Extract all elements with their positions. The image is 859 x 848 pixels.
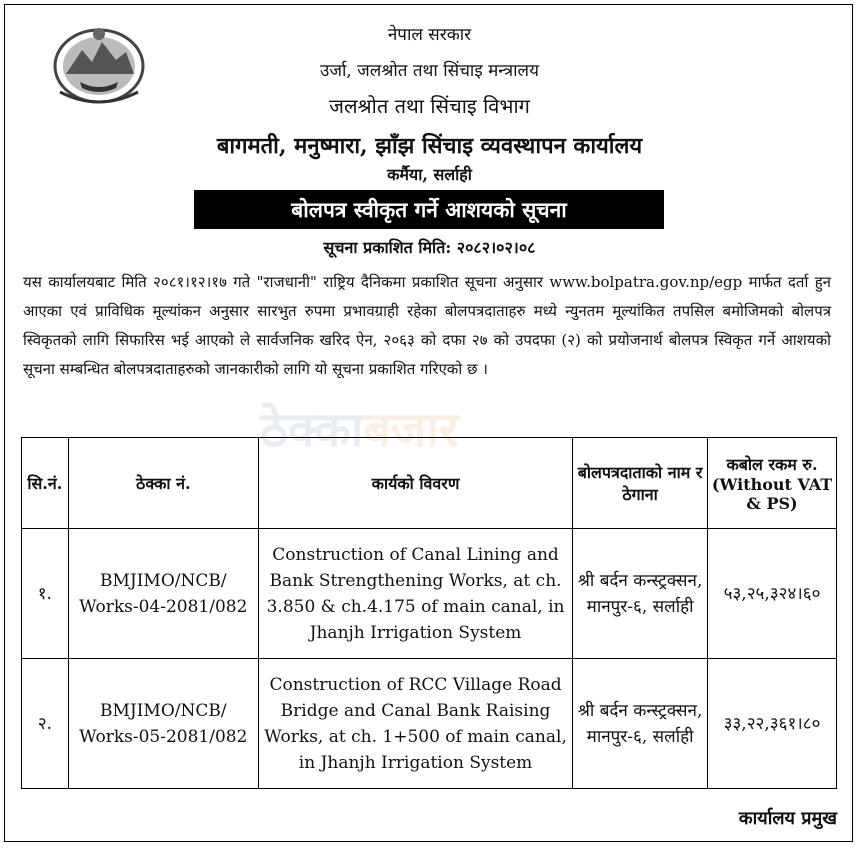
watermark-part1: ठेक्का	[260, 402, 364, 458]
header-bidder: बोलपत्रदाताको नाम र ठेगाना	[573, 438, 708, 529]
cell-serial: २.	[22, 659, 69, 789]
notice-title-banner: बोलपत्र स्वीकृत गर्ने आशयको सूचना	[194, 190, 664, 229]
ministry-name: उर्जा, जलश्रोत तथा सिंचाइ मन्त्रालय	[320, 61, 539, 81]
office-location: कर्मैया, सर्लाही	[387, 165, 472, 184]
cell-serial: १.	[22, 529, 69, 659]
office-name: बागमती, मनुष्मारा, झाँझ सिंचाइ व्यवस्थापन कार्यालय	[216, 133, 643, 159]
department-name: जलश्रोत तथा सिंचाइ विभाग	[329, 94, 530, 118]
cell-contract: BMJIMO/NCB/ Works-04-2081/082	[68, 529, 258, 659]
table-row	[22, 529, 837, 659]
cell-description: Construction of Canal Lining and Bank Strengthening Works, at ch. 3.850 & ch.4.175 of main canal, in Jhanjh Irrigation System	[258, 529, 572, 659]
bid-table	[21, 437, 837, 789]
cell-bidder: श्री बर्दन कन्स्ट्रक्सन, मानपुर-६, सर्लाही	[573, 659, 708, 789]
cell-contract: BMJIMO/NCB/ Works-05-2081/082	[68, 659, 258, 789]
signature-office-chief: कार्यालय प्रमुख	[738, 808, 837, 829]
notice-paragraph: यस कार्यालयबाट मिति २०८१।१२।१७ गते "राजधानी" राष्ट्रिय दैनिकमा प्रकाशित सूचना अनुसार www.bolpatra.gov.np/egp मार्फत दर्ता हुन आएका एवं प्राविधिक मूल्यांकन अनुसार सारभुत रुपमा प्रभावग्राही रहेका बोलपत्रदाताहरु मध्ये न्युनतम मूल्यांकित तपसिल बमोजिमको बोलपत्र स्विकृतको लागि सिफारिस भई आएको ले सार्वजनिक खरिद ऐन, २०६३ को दफा २७ को उपदफा (२) को प्रयोजनार्थ बोलपत्र स्विकृत गर्ने आशयको सूचना सम्बन्धित बोलपत्रदाताहरुको जानकारीको लागि यो सूचना प्रकाशित गरिएको छ ।	[23, 273, 831, 378]
cell-amount: ५३,२५,३२४।६०	[708, 529, 837, 659]
government-name: नेपाल सरकार	[387, 25, 472, 45]
header-description: कार्यको विवरण	[258, 438, 572, 529]
header-contract: ठेक्का नं.	[68, 438, 258, 529]
cell-amount: ३३,२२,३६१।८०	[708, 659, 837, 789]
header-serial: सि.नं.	[22, 438, 69, 529]
cell-description: Construction of RCC Village Road Bridge and Canal Bank Raising Works, at ch. 1+500 of main canal, in Jhanjh Irrigation System	[258, 659, 572, 789]
table-row	[22, 659, 837, 789]
cell-bidder: श्री बर्दन कन्स्ट्रक्सन, मानपुर-६, सर्लाही	[573, 529, 708, 659]
publication-date: सूचना प्रकाशित मिति: २०८२।०२।०८	[323, 238, 536, 257]
table-header-row	[22, 438, 837, 529]
watermark-part2: बजार	[363, 402, 459, 458]
header-amount: कबोल रकम रु.(Without VAT & PS)	[708, 438, 837, 529]
